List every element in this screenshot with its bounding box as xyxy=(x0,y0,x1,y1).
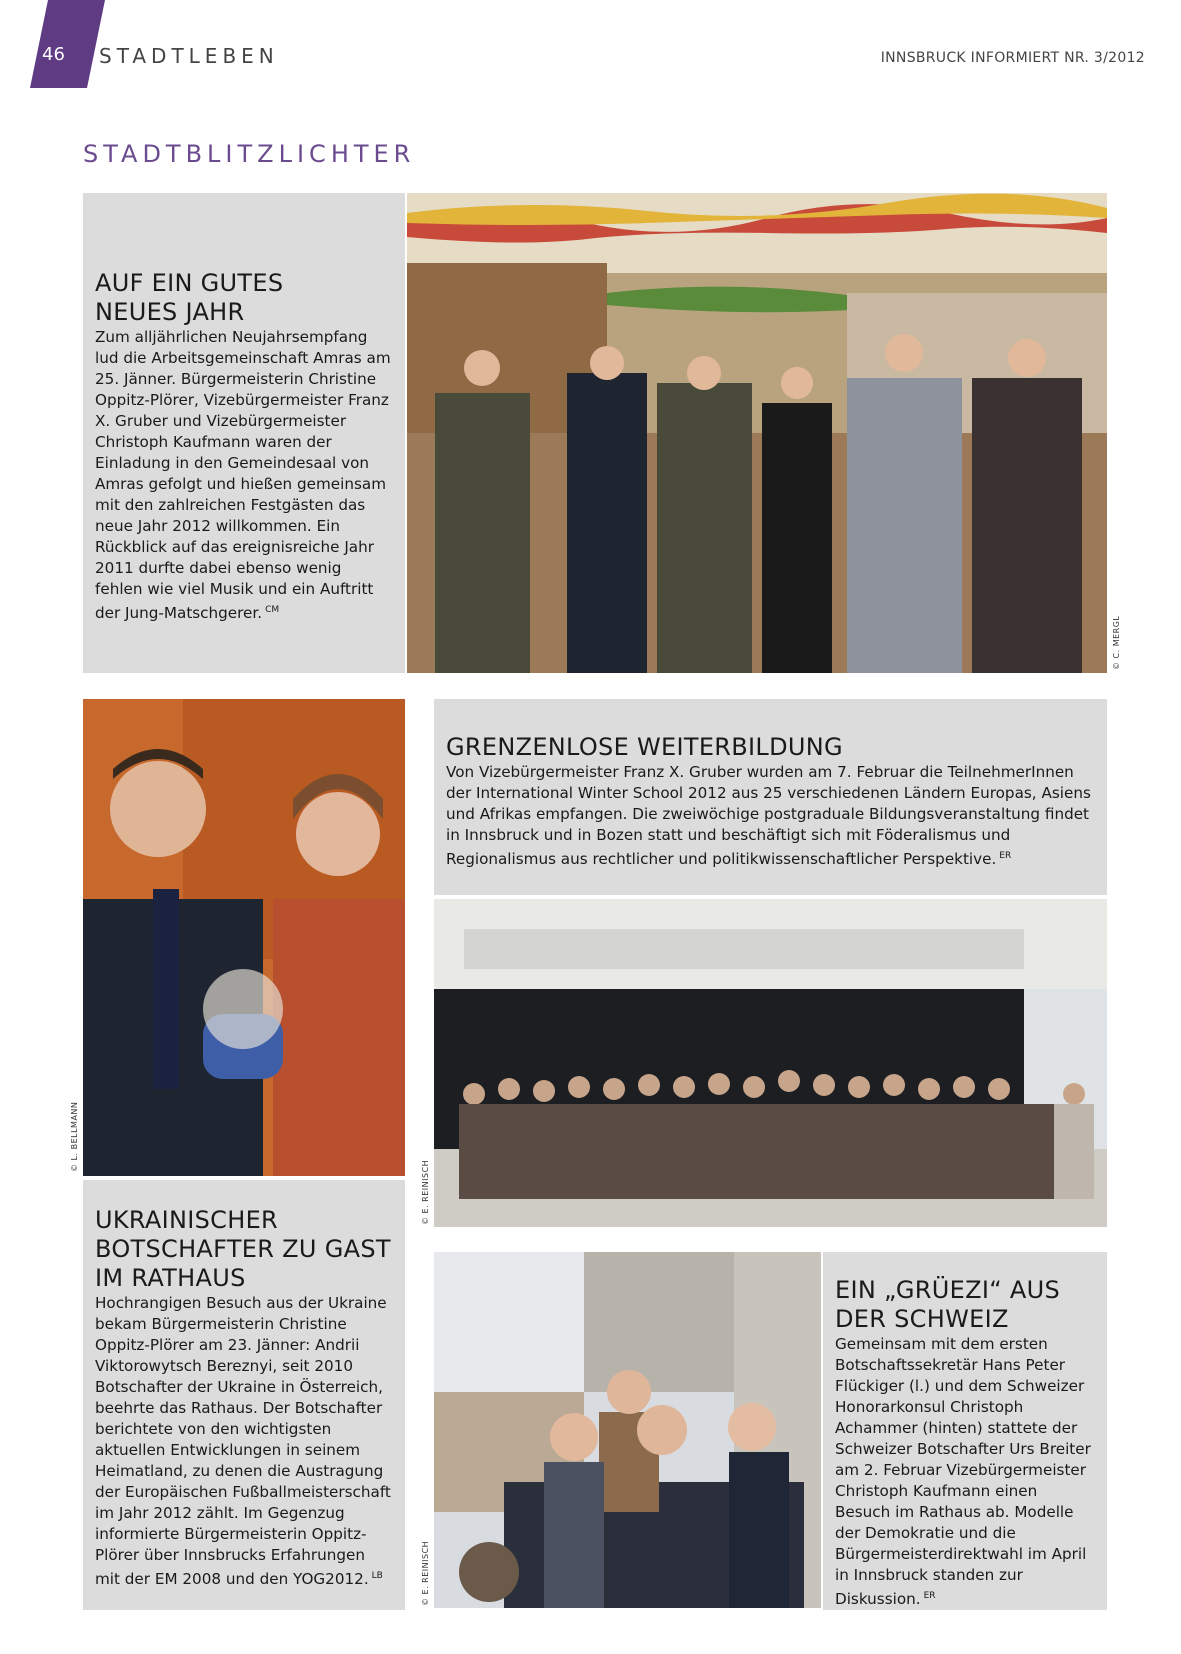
article-schweiz-box xyxy=(823,1252,1107,1610)
page-heading: STADTBLITZLICHTER xyxy=(83,140,416,168)
article-weiterbildung-title: GRENZENLOSE WEITERBILDUNG xyxy=(446,733,843,761)
photo-credit-reinisch-2: © E. REINISCH xyxy=(421,1540,430,1606)
article-neujahr-box xyxy=(83,193,405,673)
article-ukraine-body: Hochrangigen Besuch aus der Ukraine bekam Bürgermeisterin Christine Oppitz-Plörer am 23. Jänner: Andrii Viktorowytsch Bereznyi, seit 2010 Botschafter der Ukraine in Österreich, beehrte das Rathaus. Der Botschafter berichtete von den wichtigsten aktuellen Entwicklungen in seinem Heimatland, zu denen die Austragung der Europäischen Fußballmeisterschaft im Jahr 2012 zählt. Im Gegenzug informierte Bürgermeisterin Oppitz-Plörer über Innsbrucks Erfahrungen mit der EM 2008 und den YOG2012. $^{LB}$ xyxy=(95,1294,391,1589)
article-ukraine-box xyxy=(83,1180,405,1610)
photo-ukrainischer-botschafter xyxy=(83,699,405,1176)
photo-credit-bellmann: © L. BELLMANN xyxy=(70,1101,79,1172)
article-neujahr-body: Zum alljährlichen Neujahrsempfang lud die Arbeitsgemeinschaft Amras am 25. Jänner. Bürgermeisterin Christine Oppitz-Plörer, Vizebürgermeister Franz X. Gruber und Vizebürgermeister Christoph Kaufmann waren der Einladung in den Gemeindesaal von Amras gefolgt und hießen gemeinsam mit den zahlreichen Festgästen das neue Jahr 2012 willkommen. Ein Rückblick auf das ereignisreiche Jahr 2011 durfte dabei ebenso wenig fehlen wie viel Musik und ein Auftritt der Jung-Matschgerer. $^{CM}$ xyxy=(95,328,391,623)
photo-credit-mergl: © C. MERGL xyxy=(1112,615,1121,670)
photo-schweizer-botschafter xyxy=(434,1252,821,1608)
article-weiterbildung-body: Von Vizebürgermeister Franz X. Gruber wurden am 7. Februar die TeilnehmerInnen der International Winter School 2012 aus 25 verschiedenen Ländern Europas, Asiens und Afrikas empfangen. Die zweiwöchige postgraduale Bildungsveranstaltung findet in Innsbruck und in Bozen statt und beschäftigt sich mit Föderalismus und Regionalismus aus rechtlicher und politikwissenschaftlicher Perspektive. $^{ER}$ xyxy=(446,763,1091,869)
page-number: 46 xyxy=(42,44,65,65)
photo-credit-reinisch-1: © E. REINISCH xyxy=(421,1159,430,1225)
magazine-issue: INNSBRUCK INFORMIERT NR. 3/2012 xyxy=(880,50,1145,66)
article-ukraine-title: UKRAINISCHER BOTSCHAFTER ZU GAST IM RATHAUS xyxy=(95,1206,391,1292)
photo-neujahrsempfang xyxy=(407,193,1107,673)
section-title: STADTLEBEN xyxy=(99,44,279,68)
article-schweiz-title: EIN „GRÜEZI“ AUS DER SCHWEIZ xyxy=(835,1276,1061,1333)
photo-winter-school xyxy=(434,899,1107,1227)
article-weiterbildung-box xyxy=(434,699,1107,895)
article-neujahr-title: AUF EIN GUTES NEUES JAHR xyxy=(95,269,284,326)
article-schweiz-body: Gemeinsam mit dem ersten Botschaftssekretär Hans Peter Flückiger (l.) und dem Schweizer Honorarkonsul Christoph Achammer (hinten) stattete der Schweizer Botschafter Urs Breiter am 2. Februar Vizebürgermeister Christoph Kaufmann einen Besuch im Rathaus ab. Modelle der Demokratie und die Bürgermeisterdirektwahl im April in Innsbruck standen zur Diskussion. $^{ER}$ xyxy=(835,1335,1091,1609)
